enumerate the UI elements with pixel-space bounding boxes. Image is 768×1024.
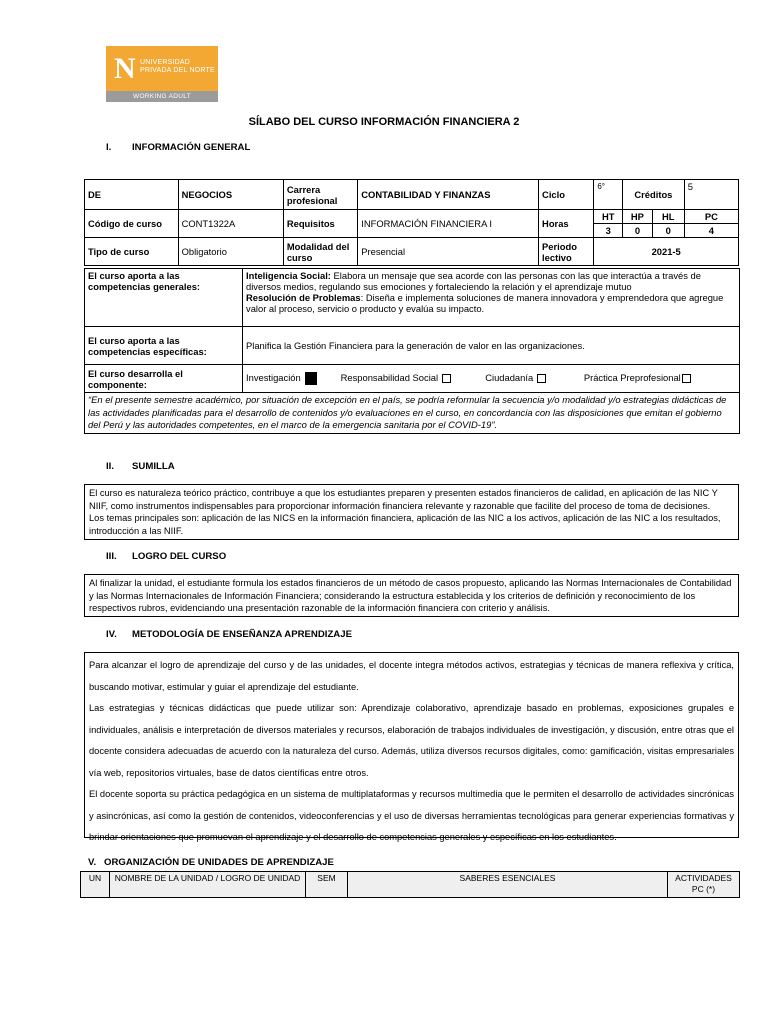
carrera-label: Carrera profesional [283,180,357,210]
requisitos-value: INFORMACIÓN FINANCIERA I [358,210,539,238]
metodologia-box [84,652,739,842]
section-heading-5: V. ORGANIZACIÓN DE UNIDADES DE APRENDIZAJE [88,857,334,868]
componente-options [243,365,740,393]
option-ciudadania[interactable]: Ciudadanía [485,372,581,383]
hp-value: 0 [623,224,653,238]
col-actividades: ACTIVIDADES PC (*) [668,872,740,898]
section-heading-4: IV. METODOLOGÍA DE ENSEÑANZA APRENDIZAJE [106,629,352,640]
ht-label: HT [594,210,623,224]
ht-value: 3 [594,224,623,238]
logo-line1: UNIVERSIDAD [140,59,191,66]
logo-strip: WORKING ADULT [106,91,218,102]
pc-label: PC [684,210,738,224]
horas-label: Horas [539,210,594,238]
comp-gen-1-title: Inteligencia Social: [246,270,331,281]
modalidad-value: Presencial [358,238,539,266]
logro-text: Al finalizar la unidad, el estudiante formula los estados financieros de un método de casos propuesto, aplicando las Normas Internacionales de Contabilidad y las Normas Internacionales de Información Financiera; considerando la estructura establecida y los criterios de definición y reconocimiento de los respectivos rubros, evidenciando una presentación razonable de la información financiera con criterio y análisis. [89,578,732,613]
col-saberes: SABERES ESENCIALES [348,872,668,898]
unidades-table [80,871,740,898]
codigo-value: CONT1322A [178,210,283,238]
col-nombre: NOMBRE DE LA UNIDAD / LOGRO DE UNIDAD [110,872,306,898]
periodo-value: 2021-5 [594,238,739,266]
col-un: UN [81,872,110,898]
section-heading-1: I. INFORMACIÓN GENERAL [106,142,251,153]
comp-esp-label: El curso aporta a las competencias específicas: [85,327,243,365]
hl-label: HL [652,210,684,224]
section-heading-2: II. SUMILLA [106,461,175,472]
modalidad-label: Modalidad del curso [283,238,357,266]
comp-gen-2-text: : Diseña e implementa soluciones de manera innovadora y emprendedora que agregue valor al proceso, servicio o producto y evalúa su impacto. [246,292,724,314]
de-label: DE [85,180,179,210]
option-investigacion[interactable]: Investigación [246,372,338,385]
requisitos-label: Requisitos [283,210,357,238]
general-info-table [84,179,739,266]
sumilla-p2: Los temas principales son: aplicación de las NICS en la información financiera, aplicación de las NIC a los activos, aplicación de las NIC a los resultados, introducción a las NIIF. [89,513,721,536]
sumilla-p1: El curso es naturaleza teórico práctico, contribuye a que los estudiantes preparen y presenten estados financieros de calidad, en aplicación de las NIC Y NIIF, como instrumentos indispensables para proporcionar información financiera relevante y razonable que facilite del proceso de toma de decisiones. [89,488,718,511]
hl-value: 0 [652,224,684,238]
codigo-label: Código de curso [85,210,179,238]
de-value: NEGOCIOS [178,180,283,210]
logro-box [84,574,739,617]
metodologia-p2: Las estrategias y técnicas didácticas que puede utilizar son: Aprendizaje colaborativo, aprendizaje basado en problemas, exposiciones grupales e individuales, análisis e interpretación de diversos materiales y recursos, elaboración de trabajos individuales de investigación, y discusión, entre otras que el docente considera adecuadas de acuerdo con la naturaleza del curso. Además, utiliza diversos recursos digitales, como: gamificación, visitas empresariales vía web, repositorios virtuales, base de datos científicas entre otros. [89,703,734,778]
metodologia-p3: El docente soporta su práctica pedagógica en un sistema de multiplataformas y recursos multimedia que le permiten el desarrollo de actividades sincrónicas y asincrónicas, así como la gestión de contenidos, videoconferencias y el uso de diversas herramientas tecnológicas para generar experiencias formativas y brindar orientaciones que promuevan el aprendizaje y el desarrollo de competencias generales y específicas en los estudiantes. [89,789,734,842]
section-heading-3: III. LOGRO DEL CURSO [106,551,227,562]
periodo-label: Periodo lectivo [539,238,594,266]
university-logo [106,46,218,102]
tipo-value: Obligatorio [178,238,283,266]
covid-note: “En el presente semestre académico, por situación de excepción en el país, se podría reformular la secuencia y/o modalidad y/o estrategias didácticas de las actividades planificadas para el desarrollo de contenidos y/o evaluaciones en el curso, en concordancia con las disposiciones que emitan el gobierno del Perú y las autoridades competentes, en el marco de la emergencia sanitaria por el COVID-19”. [85,393,740,434]
checkbox-empty-icon [442,374,451,383]
comp-gen-label: El curso aporta a las competencias generales: [85,269,243,327]
tipo-label: Tipo de curso [85,238,179,266]
comp-esp-value: Planifica la Gestión Financiera para la generación de valor en las organizaciones. [243,327,740,365]
creditos-value: 5 [684,180,738,210]
componente-label: El curso desarrolla el componente: [85,365,243,393]
comp-gen-2-title: Resolución de Problemas [246,292,361,303]
sumilla-box [84,484,739,540]
logo-mark: N [114,52,136,85]
carrera-value: CONTABILIDAD Y FINANZAS [358,180,539,210]
ciclo-label: Ciclo [539,180,594,210]
option-practica[interactable]: Práctica Preprofesional [584,372,691,383]
pc-value: 4 [684,224,738,238]
competencies-table [84,268,740,434]
hp-label: HP [623,210,653,224]
col-sem: SEM [306,872,348,898]
checkbox-empty-icon [537,374,546,383]
checkbox-empty-icon [682,374,691,383]
option-responsabilidad[interactable]: Responsabilidad Social [341,372,483,383]
document-title: SÍLABO DEL CURSO INFORMACIÓN FINANCIERA 2 [248,116,520,128]
comp-gen-value [243,269,740,327]
checkbox-checked-icon [305,372,317,385]
comp-gen-1-text: Elabora un mensaje que sea acorde con las personas con las que interactúa a través de diversos medios, regulando sus emociones y fortaleciendo la relación y el aprendizaje mutuo [246,270,701,292]
logo-line2: PRIVADA DEL NORTE [140,67,215,74]
creditos-label: Créditos [623,180,685,210]
metodologia-p1: Para alcanzar el logro de aprendizaje del curso y de las unidades, el docente integra métodos activos, estrategias y técnicas de manera reflexiva y crítica, buscando motivar, estimular y guiar el aprendizaje del estudiante. [89,660,734,692]
ciclo-value: 6° [594,180,623,210]
